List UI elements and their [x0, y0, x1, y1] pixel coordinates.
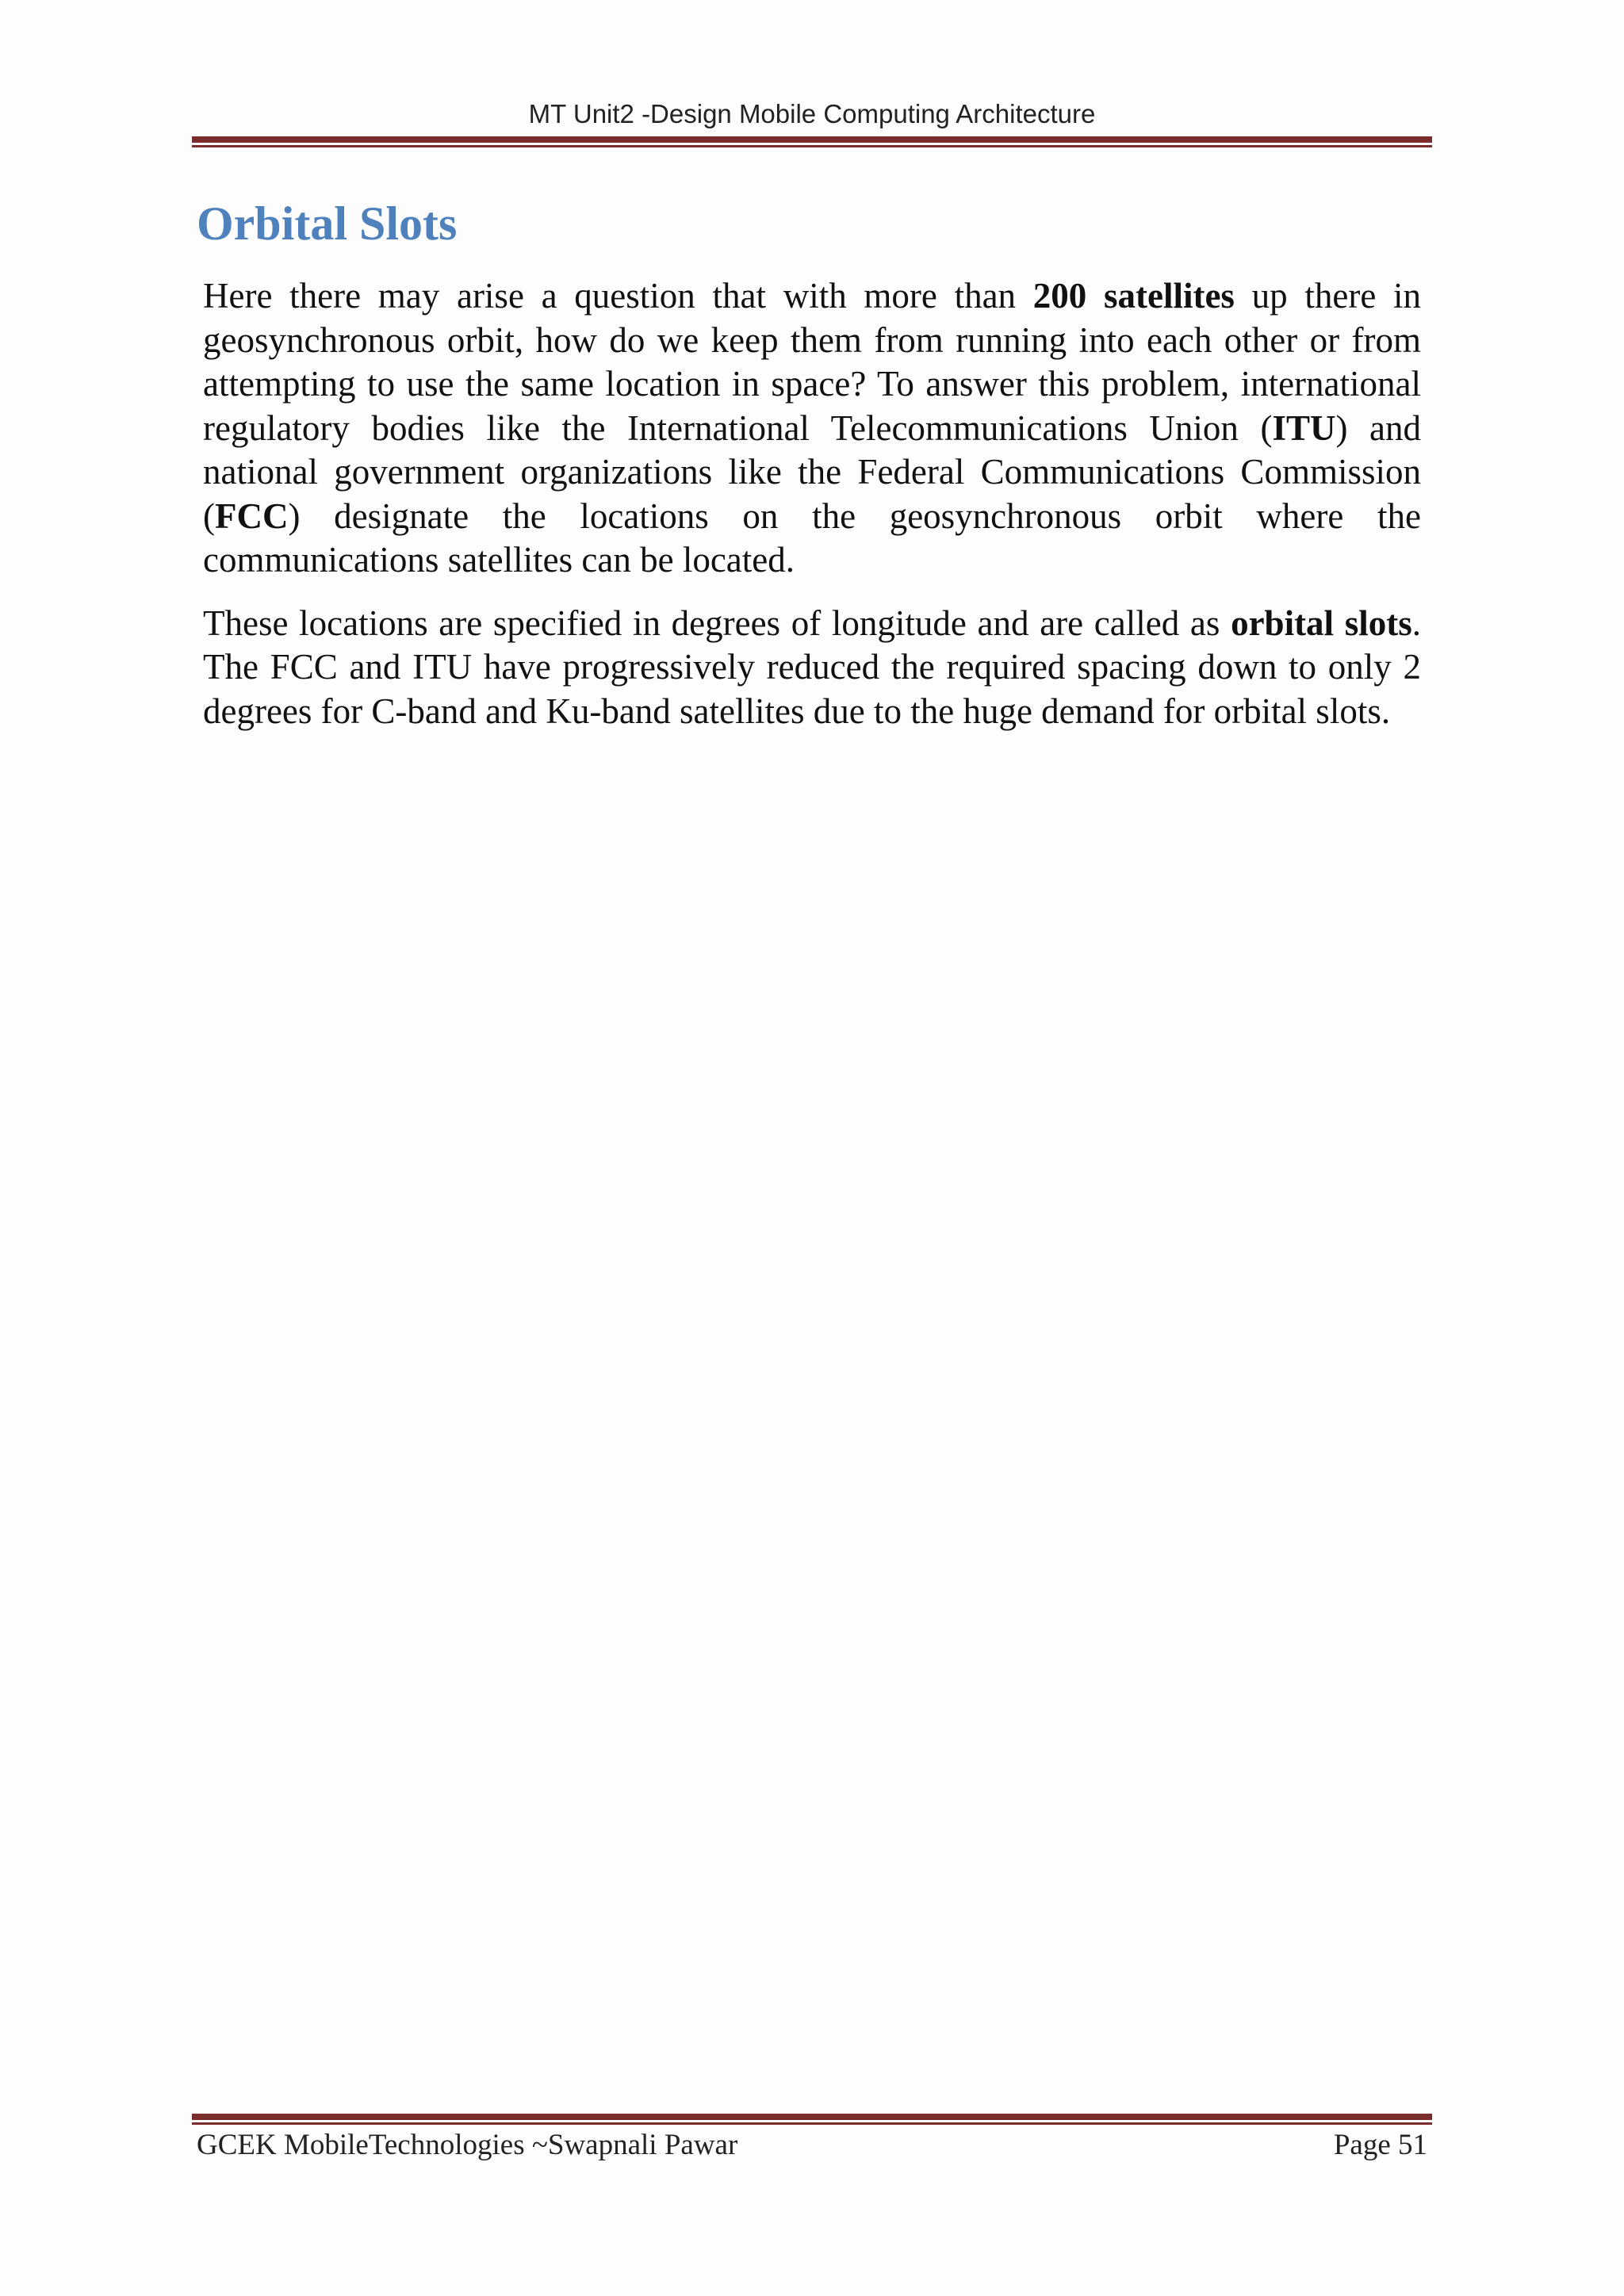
paragraph-1 — [203, 274, 1421, 583]
header-rule-thick — [192, 136, 1432, 143]
header-rule-thin — [192, 145, 1432, 147]
bold-200-satellites: 200 satellites — [1032, 276, 1235, 316]
section-title: Orbital Slots — [197, 197, 458, 250]
footer-author: GCEK MobileTechnologies ~Swapnali Pawar — [197, 2129, 738, 2161]
footer-rule-thick — [192, 2114, 1432, 2120]
page-number: Page 51 — [1333, 2129, 1427, 2161]
bold-orbital-slots: orbital slots — [1231, 603, 1412, 643]
running-header: MT Unit2 -Design Mobile Computing Architecture — [528, 99, 1096, 128]
paragraph-1-text-3: ) and national government organizations like the Federal Communications Commission ( — [203, 408, 1421, 536]
footer-rule-thin — [192, 2122, 1432, 2125]
body-text — [203, 274, 1421, 752]
bold-fcc: FCC — [215, 496, 289, 536]
paragraph-1-text-4: ) designate the locations on the geosynchronous orbit where the communications satellites can be located. — [203, 496, 1421, 580]
bold-itu: ITU — [1272, 408, 1336, 448]
paragraph-2 — [203, 602, 1421, 734]
footer-rule — [192, 2114, 1432, 2125]
paragraph-1-text-2: up there in geosynchronous orbit, how do we keep them from running into each other or from attempting to use the same location in space? To answer this problem, international regulatory bodies like the International Telecommunications Union ( — [203, 276, 1422, 448]
paragraph-2-text-1: These locations are specified in degrees of longitude and are called as — [203, 603, 1231, 643]
header-rule — [192, 136, 1432, 147]
paragraph-2-text-2: . The FCC and ITU have progressively reduced the required spacing down to only 2 degrees for C-band and Ku-band satellites due to the huge demand for orbital slots. — [203, 603, 1421, 731]
paragraph-1-text-1: Here there may arise a question that with more than — [203, 276, 1033, 316]
